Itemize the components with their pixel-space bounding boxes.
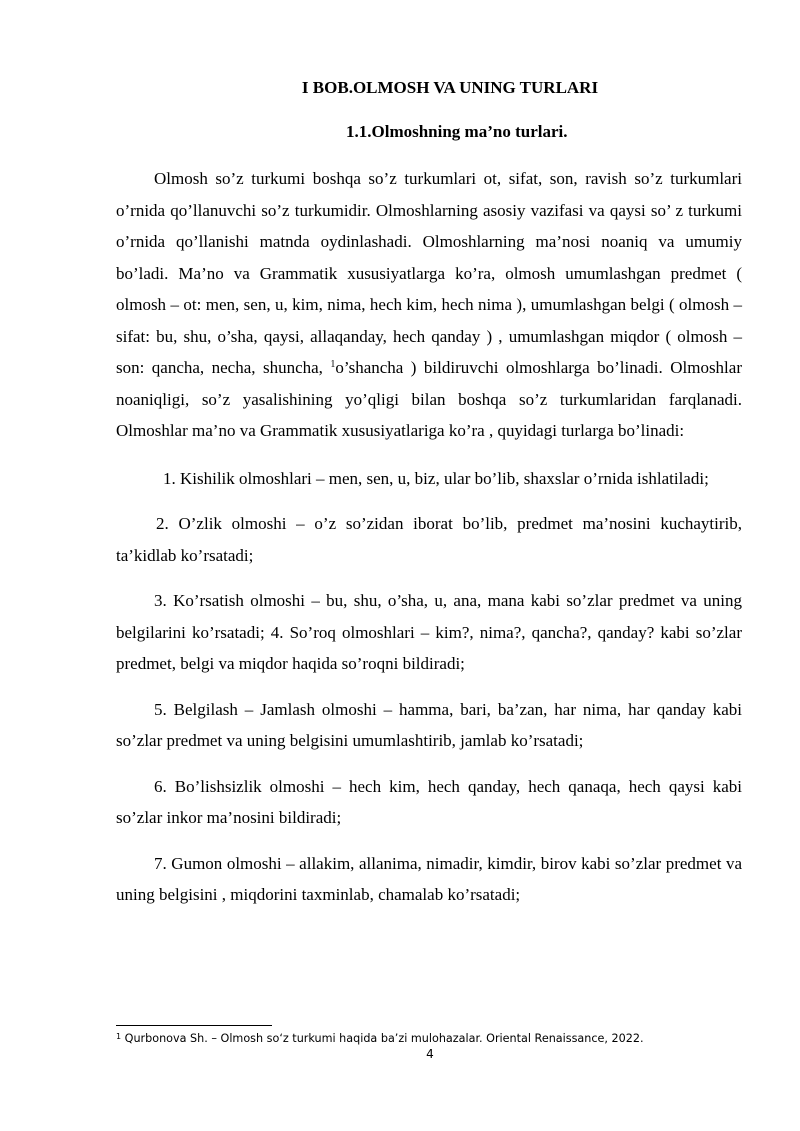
footnote: [116, 1031, 756, 1046]
list-item-2: 2. O’zlik olmoshi – o’z so’zidan iborat bo’lib, predmet ma’nosini kuchaytirib, ta’kidlab ko’rsatadi;: [116, 514, 742, 565]
body-text: [116, 163, 742, 925]
footnote-marker: 1: [116, 1032, 122, 1041]
section-title: 1.1.Olmoshning ma’no turlari.: [346, 122, 568, 141]
footnote-separator: [116, 1025, 272, 1026]
list-item-5: 5. Belgilash – Jamlash olmoshi – hamma, bari, ba’zan, har nima, har qanday kabi so’zlar predmet va uning belgisini umumlashtirib, jamlab ko’rsatadi;: [116, 699, 742, 750]
intro-paragraph: [116, 163, 742, 447]
list-item-7: 7. Gumon olmoshi – allakim, allanima, nimadir, kimdir, birov kabi so’zlar predmet va uning belgisini , miqdorini taxminlab, chamalab ko’rsatadi;: [116, 853, 742, 904]
list-item-6: 6. Bo’lishsizlik olmoshi – hech kim, hech qanday, hech qanaqa, hech qaysi kabi so’zlar inkor ma’nosini bildiradi;: [116, 776, 742, 827]
page-number: 4: [426, 1047, 434, 1061]
intro-text-part-1: Olmosh so’z turkumi boshqa so’z turkumlari ot, sifat, son, ravish so’z turkumlari o’rnida qo’llanuvchi so’z turkumidir. Olmoshlarning asosiy vazifasi va qaysi so’ z turkumi o’rnida qo’llanishi matnda oydinlashadi. Olmoshlarning ma’nosi noaniq va umumiy bo’ladi. Ma’no va Grammatik xususiyatlarga ko’ra, olmosh umumlashgan predmet ( olmosh – ot: men, sen, u, kim, nima, hech kim, hech nima ), umumlashgan belgi ( olmosh – sifat: bu, shu, o’sha, qaysi, allaqanday, hech qanday ) , umumlashgan miqdor ( olmosh – son: qancha, necha, shuncha,: [116, 169, 742, 377]
list-item-1: 1. Kishilik olmoshlari – men, sen, u, biz, ular bo’lib, shaxslar o’rnida ishlatiladi;: [163, 468, 709, 488]
intro-text-part-2: o’shancha ) bildiruvchi olmoshlarga bo’linadi. Olmoshlar noaniqligi, so’z yasalishining yo’qligi bilan boshqa so’z turkumlaridan farqlanadi. Olmoshlar ma’no va Grammatik xususiyatlariga ko’ra , quyidagi turlarga bo’linadi:: [116, 358, 742, 440]
list-item-3: 3. Ko’rsatish olmoshi – bu, shu, o’sha, u, ana, mana kabi so’zlar predmet va uning belgilarini ko’rsatadi; 4. So’roq olmoshlari – kim?, nima?, qancha?, qanday? kabi so’zlar predmet, belgi va miqdor haqida so’roqni bildiradi;: [116, 591, 742, 673]
footnote-text: Qurbonova Sh. – Olmosh so‘z turkumi haqida ba’zi mulohazalar. Oriental Renaissance, 2022.: [121, 1032, 644, 1045]
footnote-reference: 1: [330, 359, 336, 370]
chapter-title: I BOB.OLMOSH VA UNING TURLARI: [301, 78, 599, 97]
